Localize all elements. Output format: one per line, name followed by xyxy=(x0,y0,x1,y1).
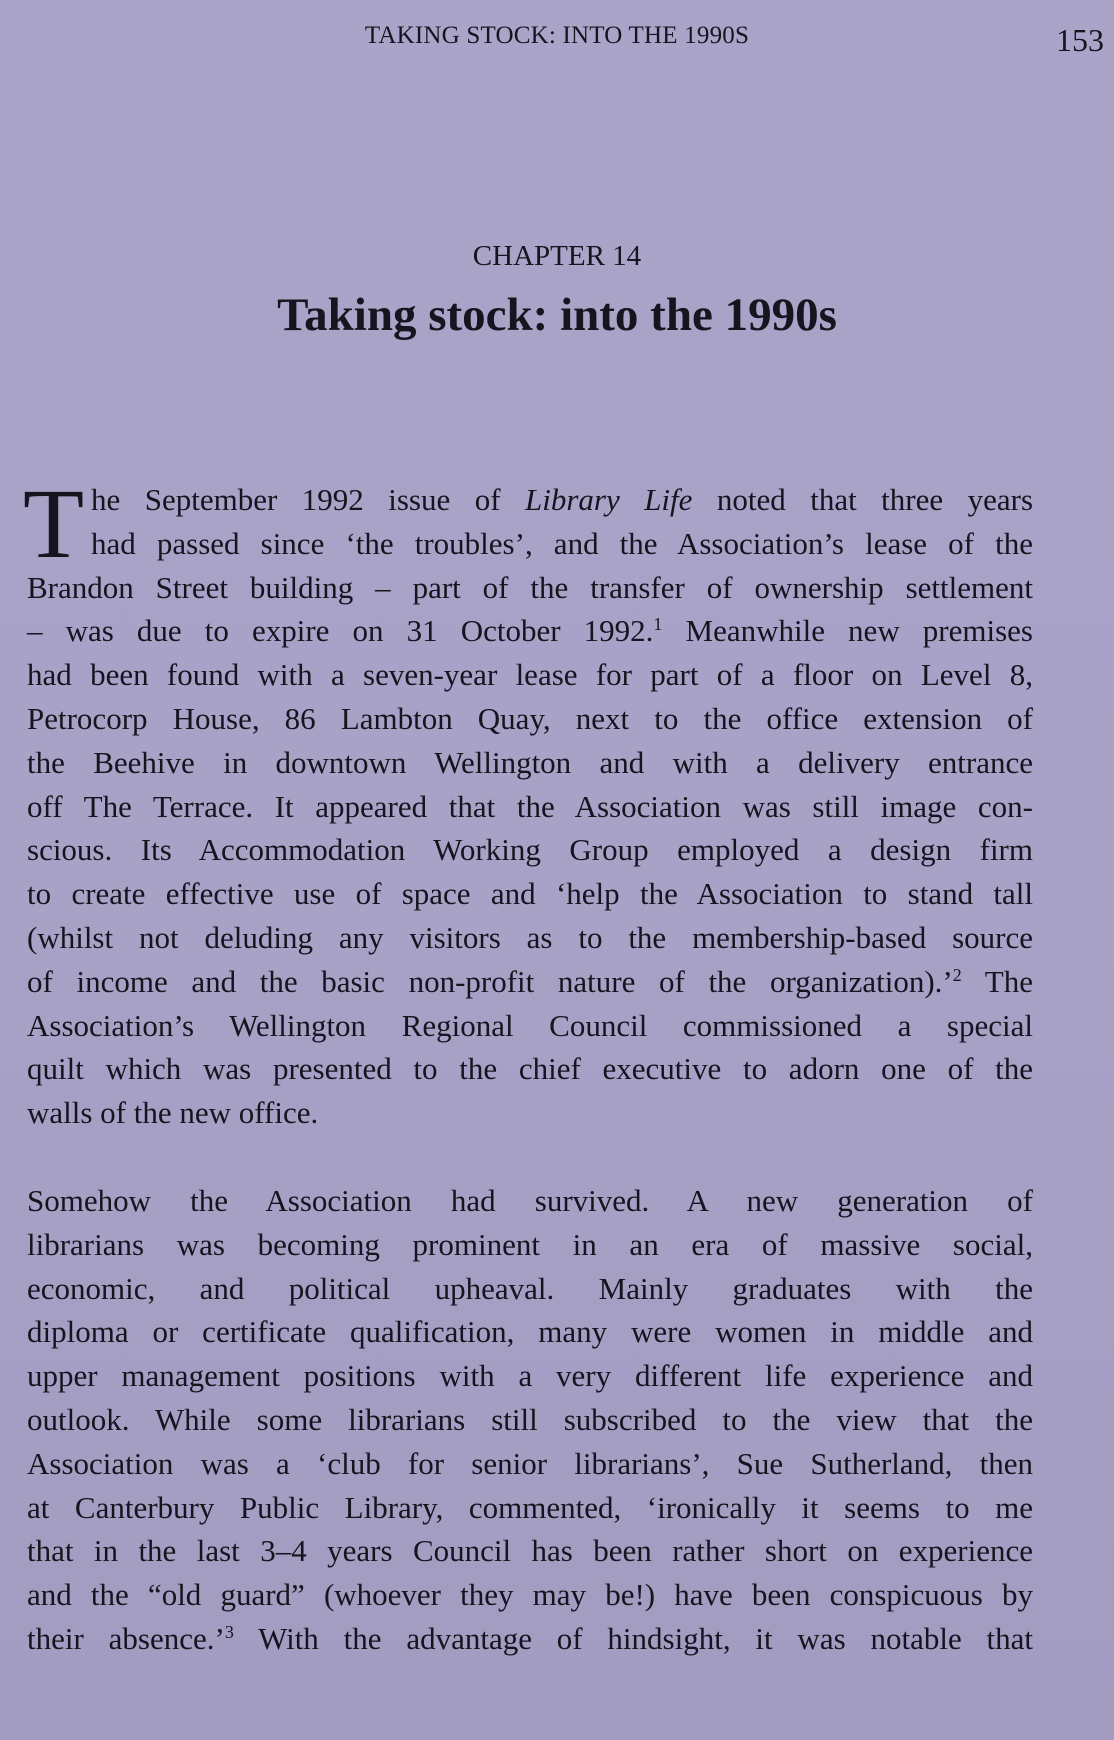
paragraph-1 xyxy=(23,468,1034,1135)
running-head: TAKING STOCK: INTO THE 1990S xyxy=(364,22,750,49)
text-line: economic, and political upheaval. Mainly graduates with the xyxy=(27,1270,1033,1306)
text-line: walls of the new office. xyxy=(27,1095,319,1131)
italic-title: Library Life xyxy=(524,482,693,517)
text-line: the Beehive in downtown Wellington and with a delivery entrance xyxy=(27,744,1033,780)
text-line: upper management positions with a very different life experience and xyxy=(27,1358,1033,1394)
text-line: to create effective use of space and ‘help the Association to stand tall xyxy=(27,876,1033,912)
text-run: With the advantage of hindsight, it was notable that xyxy=(233,1620,1033,1656)
footnote-ref: 3 xyxy=(224,1621,234,1642)
text-line: Brandon Street building – part of the transfer of ownership settlement xyxy=(27,569,1033,605)
text-run: Meanwhile new premises xyxy=(662,613,1033,649)
chapter-title: Taking stock: into the 1990s xyxy=(277,289,837,341)
text-line: diploma or certificate qualification, many were women in middle and xyxy=(27,1314,1033,1350)
text-line: and the “old guard” (whoever they may be!) have been conspicuous by xyxy=(27,1577,1033,1613)
text-line: Somehow the Association had survived. A new generation of xyxy=(27,1183,1033,1218)
text-line: had passed since ‘the troubles’, and the Association’s lease of the xyxy=(91,525,1033,561)
text-line: off The Terrace. It appeared that the Association was still image con- xyxy=(27,788,1033,824)
text-line: Association was a ‘club for senior librarians’, Sue Sutherland, then xyxy=(27,1445,1033,1481)
chapter-label: CHAPTER 14 xyxy=(472,240,642,272)
text-run: of income and the basic non-profit nature of the organization).’ xyxy=(27,963,953,999)
text-line: Association’s Wellington Regional Council commissioned a special xyxy=(27,1007,1033,1043)
text-run: their absence.’ xyxy=(27,1620,225,1656)
text-run: he September 1992 issue of xyxy=(91,482,525,517)
text-run: – was due to expire on 31 October 1992. xyxy=(27,613,654,649)
footnote-ref: 1 xyxy=(653,614,663,635)
text-line: had been found with a seven-year lease for part of a floor on Level 8, xyxy=(27,657,1033,693)
text-line xyxy=(27,960,1033,1004)
text-line: Petrocorp House, 86 Lambton Quay, next to the office extension of xyxy=(27,700,1033,736)
footnote-ref: 2 xyxy=(952,964,962,985)
text-line: outlook. While some librarians still subscribed to the view that the xyxy=(27,1401,1033,1437)
text-line xyxy=(27,1617,1033,1661)
text-line xyxy=(91,478,1033,522)
page-number: 153 xyxy=(1056,22,1104,58)
text-line xyxy=(27,609,1033,653)
dropcap-block xyxy=(23,468,1034,579)
text-line: that in the last 3–4 years Council has been rather short on experience xyxy=(27,1533,1033,1569)
text-line: scious. Its Accommodation Working Group employed a design firm xyxy=(27,832,1033,868)
paragraph-2 xyxy=(27,1179,1033,1661)
text-run: noted that three years xyxy=(692,482,1034,517)
text-line: quilt which was presented to the chief executive to adorn one of the xyxy=(27,1051,1033,1087)
drop-cap: T xyxy=(23,468,85,579)
text-line: at Canterbury Public Library, commented, ‘ironically it seems to me xyxy=(27,1489,1033,1525)
text-line: librarians was becoming prominent in an era of massive social, xyxy=(27,1226,1033,1262)
text-line: (whilst not deluding any visitors as to the membership-based source xyxy=(27,919,1033,955)
text-run: The xyxy=(961,963,1034,999)
